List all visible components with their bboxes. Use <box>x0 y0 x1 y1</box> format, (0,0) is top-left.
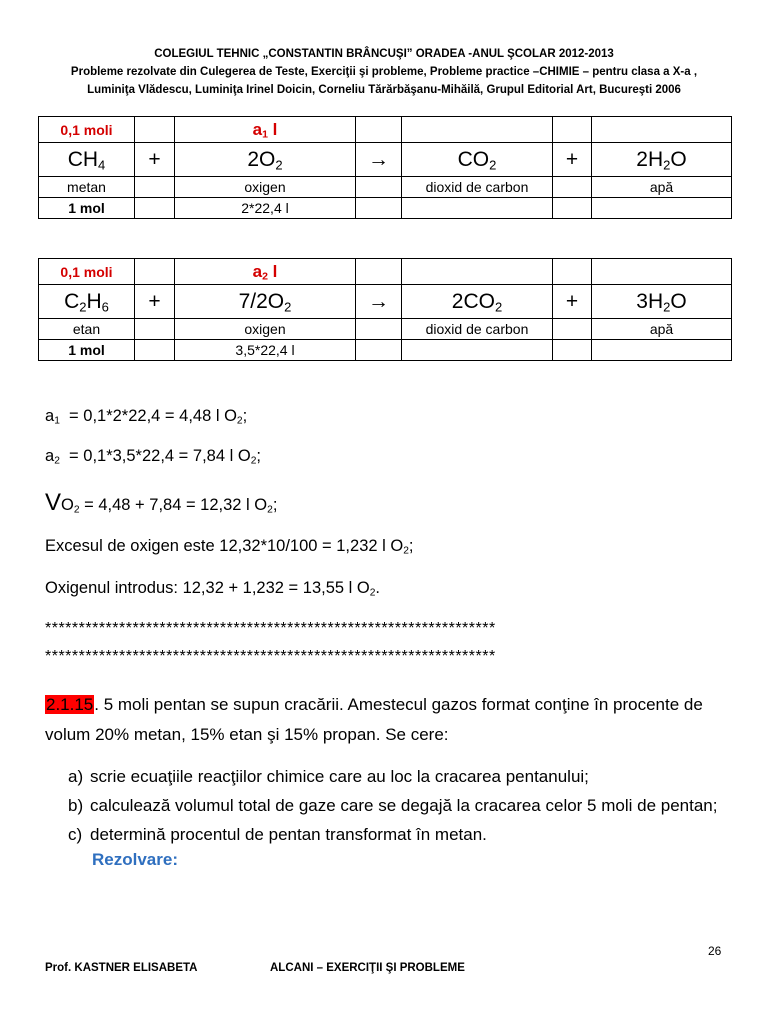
footer-chapter: ALCANI – EXERCIŢII ŞI PROBLEME <box>270 962 465 974</box>
co2-name: dioxid de carbon <box>402 319 553 340</box>
header-line-3: Luminiţa Vlădescu, Luminiţa Irinel Doicin, Corneliu Tărărbăşanu-Mihăilă, Grupul Editorial Art, Bucureşti 2006 <box>87 84 681 96</box>
plus-sign: + <box>553 285 592 319</box>
calc-a2: $a_2 = 0,1*3,5*22,4 = 7,84$ l $O_2$; <box>45 447 261 467</box>
unknown-volume: $a_1$ l <box>175 117 356 143</box>
reaction-arrow: → <box>356 285 402 319</box>
oxygen-formula: $7/2O_2$ <box>175 285 356 319</box>
reaction-arrow: → <box>356 143 402 177</box>
problem-number: 2.1.15 <box>46 695 94 714</box>
water-name: apă <box>592 319 732 340</box>
plus-sign: + <box>553 143 592 177</box>
oxygen-amount: 2*22,4 l <box>175 198 356 219</box>
header-line-2: Probleme rezolvate din Culegerea de Teste, Exerciţii şi probleme, Probleme practice –CHIMIE – pentru clasa a X-a , <box>70 66 698 78</box>
water-name: apă <box>592 177 732 198</box>
product-water-formula: $3H_2O$ <box>592 285 732 319</box>
given-moles: 0,1 moli <box>39 259 135 285</box>
reaction-table-ethane <box>38 258 732 361</box>
solution-heading: Rezolvare: <box>92 850 178 869</box>
unknown-volume: $a_2$ l <box>175 259 356 285</box>
oxygen-formula: $2O_2$ <box>175 143 356 177</box>
problem-text: . 5 moli pentan se supun cracării. Amestecul gazos format conţine în procente de volum 20% metan, 15% etan şi 15% propan. Se cere: <box>45 695 703 744</box>
separator-line: ******************************************************************* <box>45 620 496 637</box>
reactant-formula: $C_2H_6$ <box>39 285 135 319</box>
problem-statement <box>45 690 735 750</box>
reactant-amount: 1 mol <box>39 198 135 219</box>
co2-name: dioxid de carbon <box>402 177 553 198</box>
oxygen-amount: 3,5*22,4 l <box>175 340 356 361</box>
document-header <box>0 45 768 99</box>
reactant-name: metan <box>39 177 135 198</box>
problem-requirements <box>68 762 738 849</box>
list-item: a) scrie ecuaţiile reacţiilor chimice care au loc la cracarea pentanului; <box>68 767 589 786</box>
plus-sign: + <box>135 285 175 319</box>
separator-line: ******************************************************************* <box>45 648 496 665</box>
list-item: c) determină procentul de pentan transformat în metan. <box>68 825 487 844</box>
product-water-formula: $2H_2O$ <box>592 143 732 177</box>
footer-author: Prof. KASTNER ELISABETA <box>45 962 198 974</box>
calc-total-volume: $VO_2 = 4,48 + 7,84 = 12,32$ l $O_2$; <box>45 489 278 516</box>
product-co2-formula: $2CO_2$ <box>402 285 553 319</box>
reactant-name: etan <box>39 319 135 340</box>
oxygen-name: oxigen <box>175 319 356 340</box>
reactant-amount: 1 mol <box>39 340 135 361</box>
calc-introduced: Oxigenul introdus: 12,32 + 1,232 = 13,55 l $O_2$. <box>45 579 381 599</box>
given-moles: 0,1 moli <box>39 117 135 143</box>
calc-a1: $a_1 = 0,1*2*22,4 = 4,48$ l $O_2$; <box>45 407 248 427</box>
reactant-formula: $CH_4$ <box>39 143 135 177</box>
oxygen-name: oxigen <box>175 177 356 198</box>
product-co2-formula: $CO_2$ <box>402 143 553 177</box>
plus-sign: + <box>135 143 175 177</box>
reaction-table-methane <box>38 116 732 219</box>
header-line-1: COLEGIUL TEHNIC „CONSTANTIN BRÂNCUŞI” ORADEA -ANUL ŞCOLAR 2012-2013 <box>154 48 614 60</box>
calc-excess: Excesul de oxigen este 12,32*10/100 = 1,232 l $O_2$; <box>45 537 414 557</box>
list-item: b) calculează volumul total de gaze care se degajă la cracarea celor 5 moli de pentan; <box>68 796 718 815</box>
page-number: 26 <box>708 944 722 958</box>
